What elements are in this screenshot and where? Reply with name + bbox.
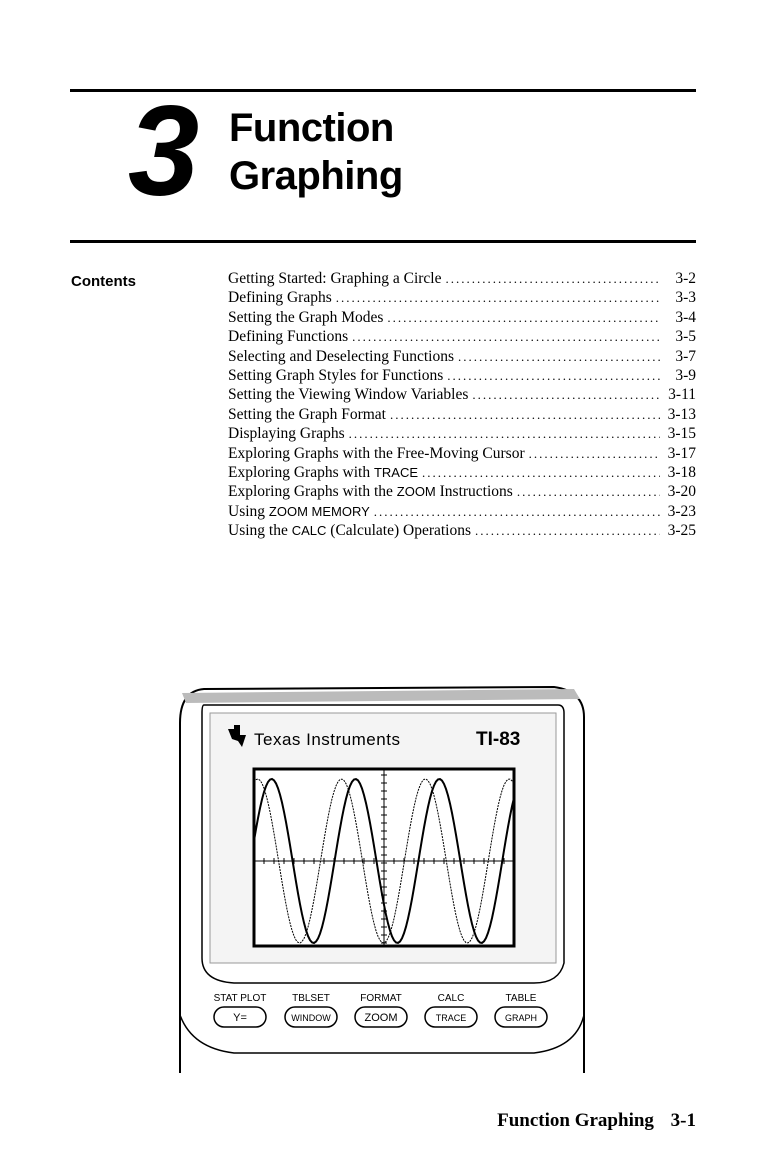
toc-entry	[228, 522, 696, 541]
toc-entry-title	[228, 483, 513, 501]
toc-entry-title	[228, 309, 383, 327]
second-function-label: TBLSET	[292, 993, 330, 1004]
toc-leader-dots	[458, 349, 660, 365]
calculator-key-label: GRAPH	[504, 1013, 538, 1023]
toc-entry	[228, 503, 696, 522]
toc-entry-title-part: Instructions	[435, 483, 513, 501]
toc-leader-dots	[446, 271, 661, 287]
toc-entry-title-part: Setting the Graph Format	[228, 405, 386, 423]
bottom-rule	[70, 240, 696, 243]
toc-leader-dots	[475, 523, 660, 539]
toc-entry	[228, 483, 696, 502]
toc-leader-dots	[336, 290, 660, 306]
toc-entry-title-part: Defining Graphs	[228, 289, 332, 307]
toc-entry	[228, 348, 696, 367]
toc-entry-title	[228, 503, 370, 521]
footer-page-number: 3-1	[670, 1110, 696, 1131]
toc-page-number: 3-11	[668, 386, 696, 404]
chapter-title	[229, 104, 403, 200]
toc-entry-title	[228, 289, 332, 307]
toc-leader-dots	[529, 446, 660, 462]
toc-entry-title-part: ZOOM	[396, 484, 436, 500]
toc-entry-title-part: Setting the Graph Modes	[228, 308, 384, 326]
toc-entry-title	[228, 270, 442, 288]
calculator-key-label: ZOOM	[364, 1012, 398, 1024]
toc-entry-title	[228, 522, 471, 540]
graph-keys-row	[214, 1007, 547, 1027]
toc-entry-title-part: Defining Functions	[228, 328, 349, 346]
toc-entry-title-part: Exploring Graphs with the Free-Moving Cursor	[228, 444, 525, 462]
calculator-key-label: Y=	[233, 1012, 247, 1024]
second-function-label: TABLE	[505, 993, 537, 1004]
calculator-key-trace[interactable]	[425, 1007, 477, 1027]
toc-page-number: 3-15	[667, 425, 696, 443]
contents-label: Contents	[71, 273, 136, 290]
toc-leader-dots	[447, 368, 660, 384]
toc-entry-title-part: Exploring Graphs with the	[228, 483, 397, 501]
toc-entry-title-part: Displaying Graphs	[228, 425, 345, 443]
toc-entry-title	[228, 386, 468, 404]
toc-entry-title-part: Setting Graph Styles for Functions	[228, 366, 444, 384]
toc-entry-title-part: Exploring Graphs with	[228, 463, 374, 481]
toc-entry	[228, 406, 696, 425]
toc-page-number: 3-25	[667, 522, 696, 540]
toc-page-number: 3-20	[667, 483, 696, 501]
toc-entry-title	[228, 425, 345, 443]
toc-entry	[228, 367, 696, 386]
calculator-model: TI-83	[476, 729, 521, 750]
toc-leader-dots	[472, 387, 660, 403]
toc-entry-title-part: Selecting and Deselecting Functions	[228, 347, 454, 365]
toc-page-number: 3-7	[675, 347, 696, 365]
calculator-key-y[interactable]	[214, 1007, 266, 1027]
toc-leader-dots	[352, 329, 660, 345]
table-of-contents	[228, 270, 696, 541]
toc-entry-title-part: Getting Started: Graphing a Circle	[228, 270, 442, 287]
chapter-title-line-2: Graphing	[229, 154, 403, 198]
toc-entry	[228, 328, 696, 347]
toc-entry-title-part: TRACE	[373, 464, 419, 480]
calculator-key-graph[interactable]	[495, 1007, 547, 1027]
chapter-number: 3	[128, 80, 196, 223]
toc-leader-dots	[422, 465, 660, 481]
second-function-label: FORMAT	[360, 993, 402, 1004]
toc-entry-title-part: CALC	[291, 523, 327, 539]
toc-page-number: 3-17	[667, 444, 696, 462]
calculator-key-label: TRACE	[435, 1013, 467, 1023]
toc-leader-dots	[390, 407, 660, 423]
toc-page-number: 3-4	[675, 308, 696, 326]
toc-leader-dots	[517, 484, 660, 500]
second-function-label: STAT PLOT	[213, 993, 267, 1004]
toc-page-number: 3-13	[667, 405, 696, 423]
toc-entry-title-part: Setting the Viewing Window Variables	[228, 386, 469, 404]
page-footer	[497, 1110, 696, 1132]
calculator-brand: Texas Instruments	[254, 730, 401, 749]
toc-leader-dots	[374, 504, 660, 520]
chapter-title-line-1: Function	[229, 106, 394, 150]
toc-page-number: 3-3	[675, 289, 696, 307]
toc-entry-title	[228, 367, 443, 385]
calculator-illustration	[174, 683, 594, 1073]
toc-entry	[228, 289, 696, 308]
toc-page-number: 3-2	[675, 270, 696, 287]
calculator-key-zoom[interactable]	[355, 1007, 407, 1027]
toc-leader-dots	[387, 310, 660, 326]
toc-entry	[228, 386, 696, 405]
toc-page-number: 3-23	[667, 502, 696, 520]
toc-entry-title	[228, 445, 525, 463]
toc-entry-title	[228, 464, 418, 482]
toc-leader-dots	[349, 426, 660, 442]
toc-entry-title	[228, 328, 348, 346]
toc-entry-title	[228, 406, 386, 424]
toc-entry	[228, 464, 696, 483]
toc-entry	[228, 270, 696, 289]
toc-entry	[228, 425, 696, 444]
toc-entry	[228, 445, 696, 464]
calculator-key-window[interactable]	[285, 1007, 337, 1027]
toc-entry-title-part: ZOOM MEMORY	[268, 503, 370, 519]
second-function-label: CALC	[437, 993, 465, 1004]
toc-entry	[228, 309, 696, 328]
toc-page-number: 3-5	[675, 328, 696, 346]
toc-page-number: 3-18	[667, 463, 696, 481]
footer-title: Function Graphing	[497, 1110, 654, 1131]
toc-entry-title-part: Using	[228, 502, 269, 520]
toc-entry-title-part: (Calculate) Operations	[326, 522, 472, 540]
toc-page-number: 3-9	[675, 366, 696, 384]
calculator-key-label: WINDOW	[291, 1013, 331, 1023]
toc-entry-title	[228, 348, 454, 366]
toc-entry-title-part: Using the	[228, 522, 292, 540]
